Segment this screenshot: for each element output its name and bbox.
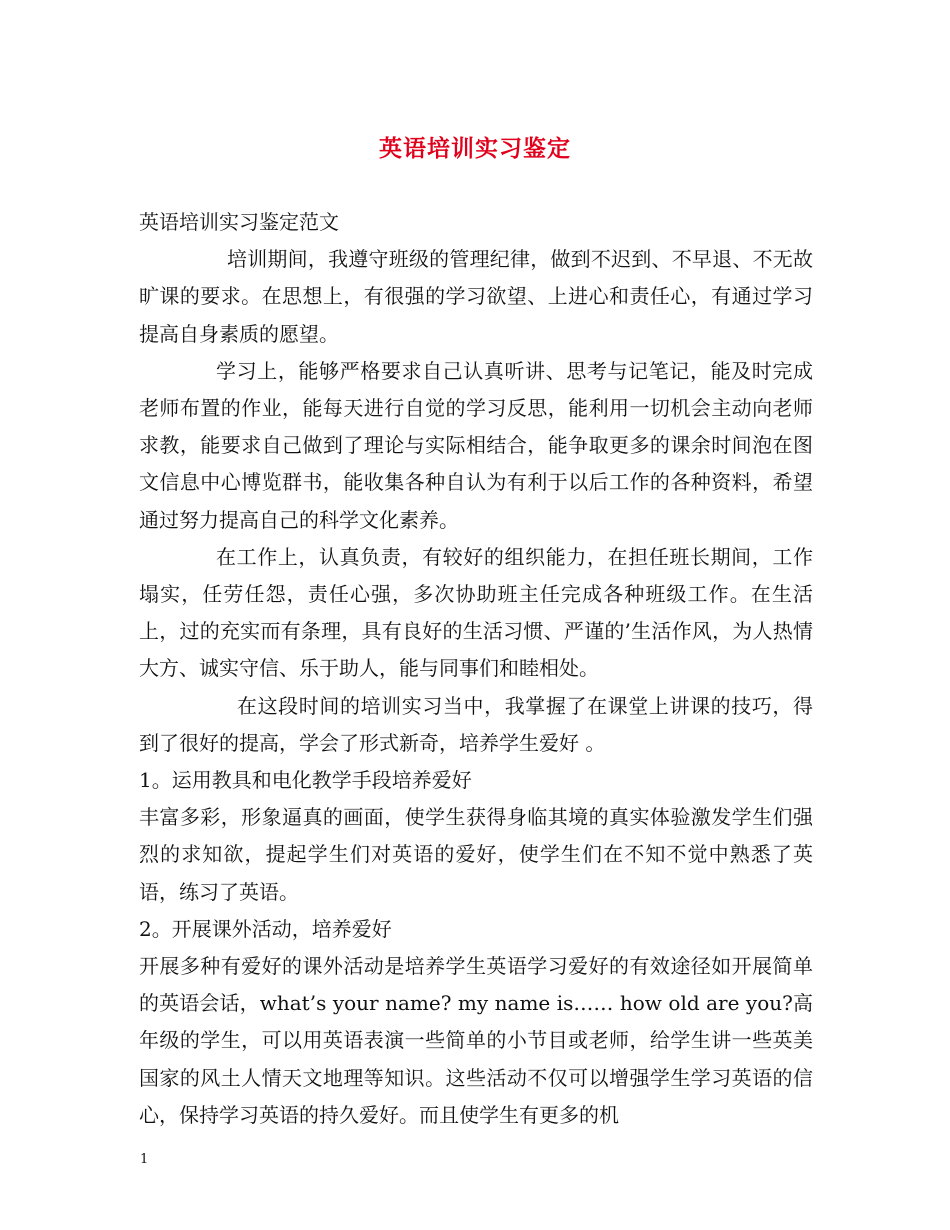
- paragraph-work-life: 在工作上，认真负责，有较好的组织能力，在担任班长期间，工作塌实，任劳任怨，责任心强，多次协助班主任完成各种班级工作。在生活上，过的充实而有条理，具有良好的生活习惯、严谨的’生活作风，为人热情大方、诚实守信、乐于助人，能与同事们和睦相处。: [139, 544, 813, 681]
- paragraph-training-discipline: 培训期间，我遵守班级的管理纪律，做到不迟到、不早退、不无故旷课的要求。在思想上，有很强的学习欲望、上进心和责任心，有通过学习提高自身素质的愿望。: [139, 247, 813, 346]
- page-number: 1: [140, 1152, 149, 1167]
- paragraph-activities: 开展多种有爱好的课外活动是培养学生英语学习爱好的有效途径如开展简单的英语会话，what’s your name? my name is…… how old are you?高年级的学生，可以用英语表演一些简单的小节目或老师，给学生讲一些英美国家的风土人情天文地理等知识。这些活动不仅可以增强学生学习英语的信心，保持学习英语的持久爱好。而且使学生有更多的机: [139, 954, 813, 1127]
- document-title: 英语培训实习鉴定: [379, 135, 571, 162]
- document-subtitle: 英语培训实习鉴定范文: [139, 210, 339, 234]
- document-body: [139, 204, 813, 1134]
- section-heading-1: 1。运用教具和电化教学手段培养爱好: [139, 768, 472, 793]
- paragraph-teaching-practice: 在这段时间的培训实习当中，我掌握了在课堂上讲课的技巧，得到了很好的提高，学会了形式新奇，培养学生爱好 。: [139, 693, 813, 755]
- paragraph-study: 学习上，能够严格要求自己认真听讲、思考与记笔记，能及时完成老师布置的作业，能每天进行自觉的学习反思，能利用一切机会主动向老师求教，能要求自己做到了理论与实际相结合，能争取更多的课余时间泡在图文信息中心博览群书，能收集各种自认为有利于以后工作的各种资料，希望通过努力提高自己的科学文化素养。: [139, 358, 813, 532]
- paragraph-multimedia: 丰富多彩，形象逼真的画面，使学生获得身临其境的真实体验激发学生们强烈的求知欲，提起学生们对英语的爱好，使学生们在不知不觉中熟悉了英语，练习了英语。: [139, 805, 813, 904]
- section-heading-2: 2。开展课外活动，培养爱好: [139, 916, 392, 941]
